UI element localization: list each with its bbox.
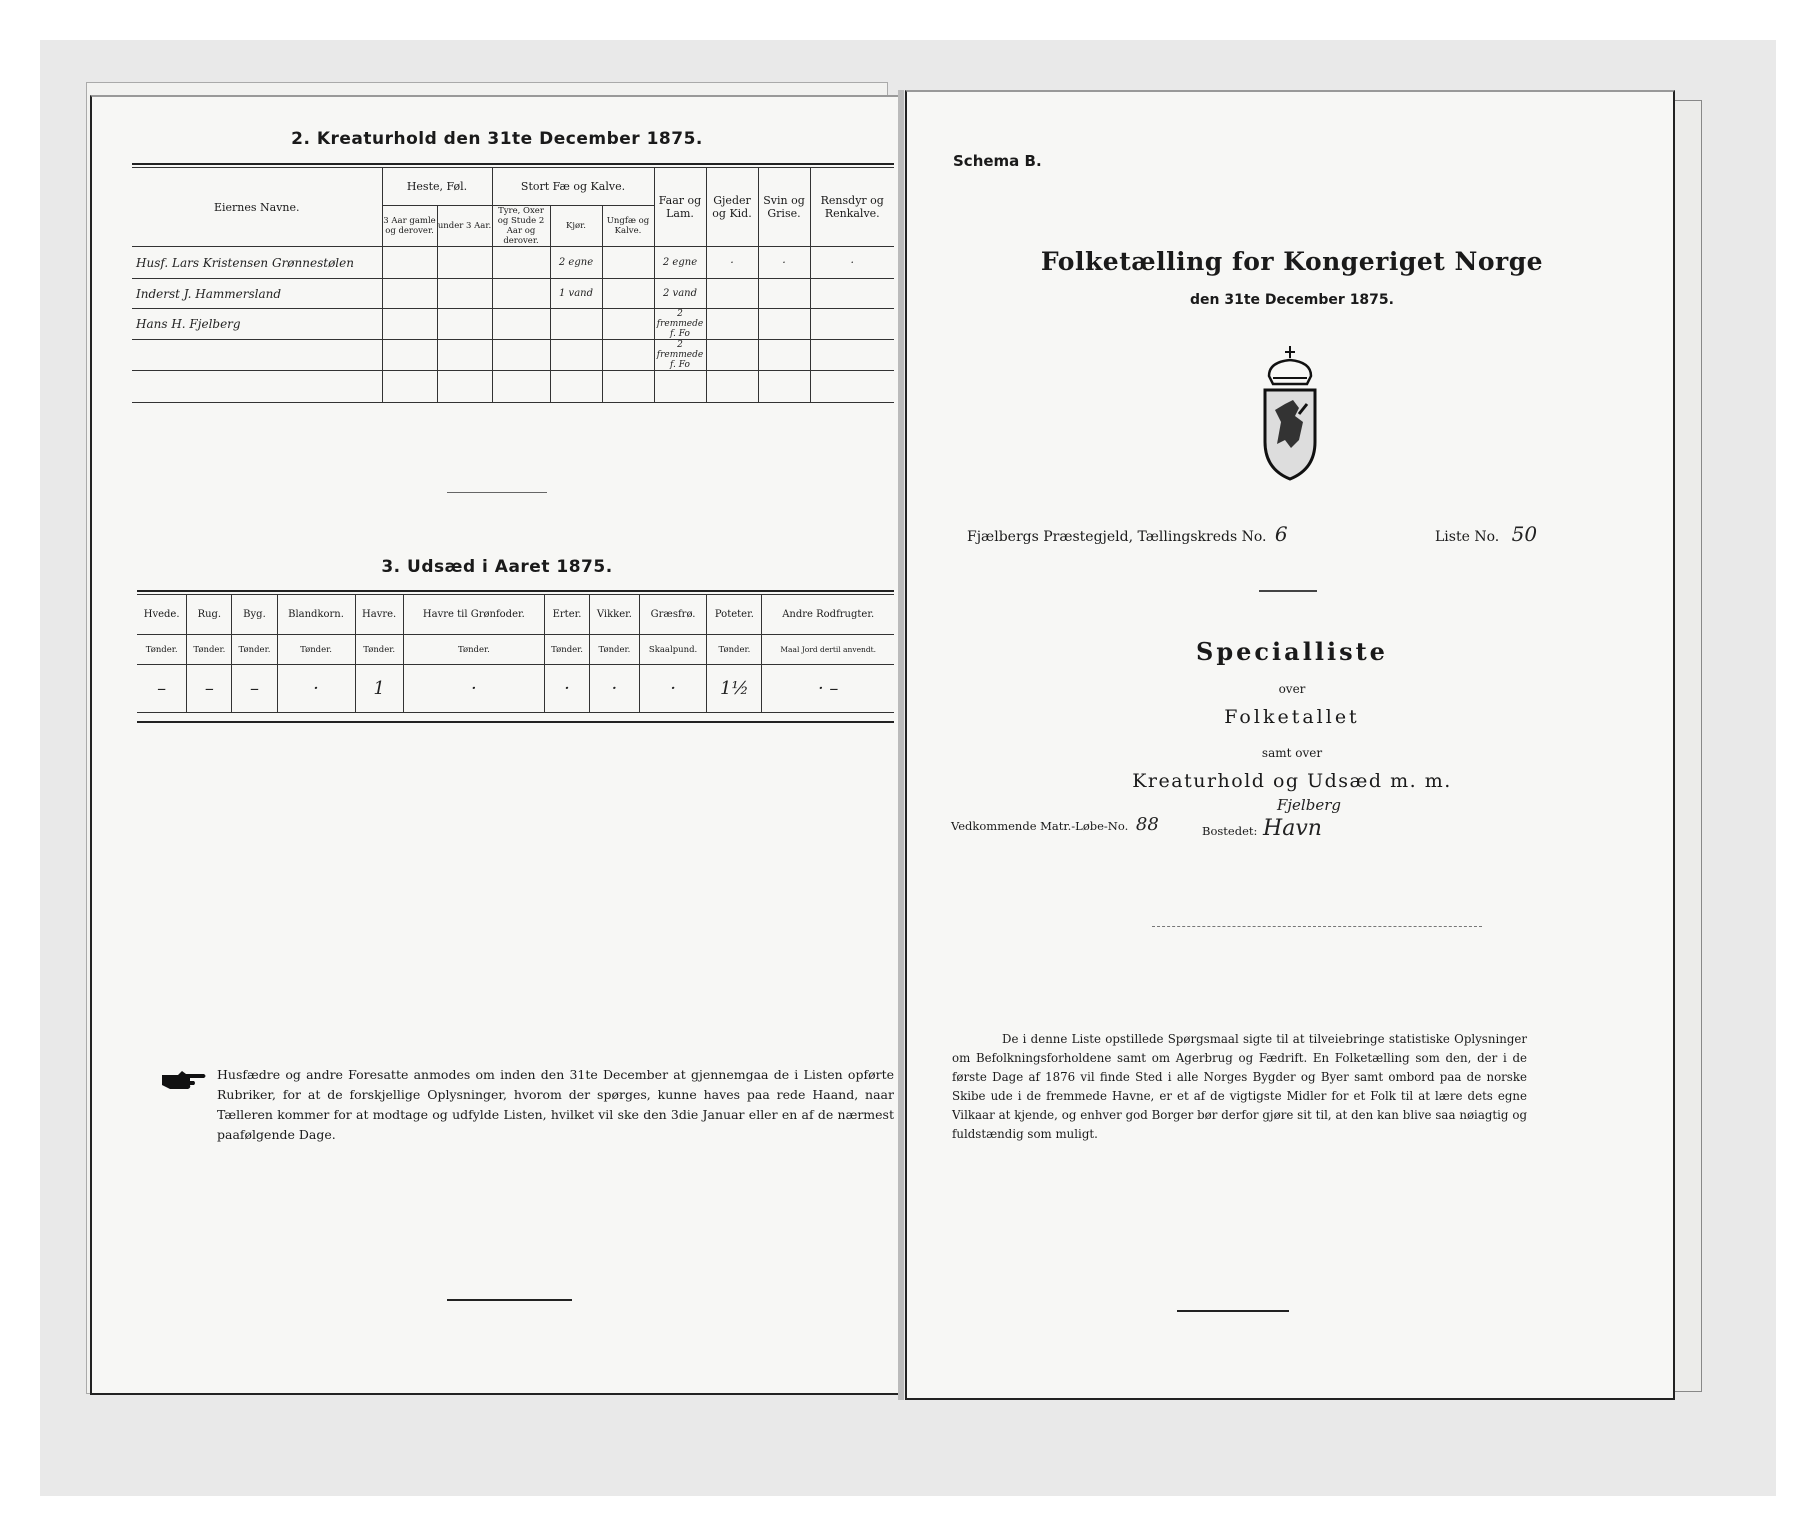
udsaed-header: Andre Rodfrugter. [762, 595, 894, 635]
bostedet-label: Bostedet: [1202, 824, 1258, 838]
udsaed-header: Vikker. [590, 595, 640, 635]
bostedet-line [1202, 816, 1322, 841]
udsaed-header: Havre til Grønfoder. [403, 595, 544, 635]
coat-of-arms-icon [1255, 344, 1325, 484]
census-title: Folketælling for Kongeriget Norge [1040, 247, 1544, 276]
divider [1177, 1310, 1289, 1312]
divider [137, 590, 894, 592]
udsaed-header: Byg. [232, 595, 277, 635]
col-faar: Faar og Lam. [654, 168, 706, 247]
sub-tyre: Tyre, Oxer og Stude 2 Aar og derover. [492, 206, 550, 247]
divider [447, 1299, 572, 1301]
kjor-cell: 2 egne [550, 247, 602, 279]
udsaed-value: · [590, 665, 640, 713]
udsaed-value: 1 [355, 665, 403, 713]
table-row [132, 279, 894, 309]
udsaed-value: · – [762, 665, 894, 713]
svin-cell: · [758, 247, 810, 279]
matr-label: Vedkommende Matr.-Løbe-No. [951, 819, 1129, 833]
kreaturhold-title: 2. Kreaturhold den 31te December 1875. [291, 129, 703, 149]
prestegjeld-line [967, 522, 1288, 546]
udsaed-unit: Skaalpund. [639, 635, 707, 665]
udsaed-unit: Tønder. [590, 635, 640, 665]
owner-name: Husf. Lars Kristensen Grønnestølen [132, 247, 382, 279]
divider [137, 721, 894, 723]
faar-cell: 2 fremmede f. Fo [654, 340, 706, 371]
udsaed-value: · [544, 665, 589, 713]
bostedet-value: Havn [1263, 816, 1322, 841]
udsaed-value: · [639, 665, 707, 713]
udsaed-unit: Tønder. [403, 635, 544, 665]
udsaed-unit: Tønder. [544, 635, 589, 665]
liste-label: Liste No. [1435, 529, 1500, 545]
group-stort-fae: Stort Fæ og Kalve. [492, 168, 654, 206]
right-page [905, 90, 1675, 1400]
specialliste-title: Specialliste [1196, 637, 1388, 666]
table-row [132, 247, 894, 279]
udsaed-value: – [187, 665, 232, 713]
udsaed-header: Erter. [544, 595, 589, 635]
udsaed-header: Græsfrø. [639, 595, 707, 635]
faar-cell: 2 vand [654, 279, 706, 309]
table-row [137, 665, 894, 713]
faar-cell: 2 fremmede f. Fo [654, 309, 706, 340]
udsaed-unit: Tønder. [355, 635, 403, 665]
udsaed-value: 1½ [707, 665, 762, 713]
col-svin: Svin og Grise. [758, 168, 810, 247]
sub-heste-3aar: 3 Aar gamle og derover. [382, 206, 437, 247]
left-page [90, 95, 900, 1395]
schema-label: Schema B. [953, 152, 1042, 170]
matr-number: 88 [1135, 814, 1159, 835]
matr-line [951, 814, 1159, 835]
udsaed-header: Rug. [187, 595, 232, 635]
liste-number: 50 [1511, 522, 1538, 546]
udsaed-unit: Tønder. [232, 635, 277, 665]
notice-text: Husfædre og andre Foresatte anmodes om inden den 31te December at gjennemgaa de i Listen opførte Rubriker, for at de forskjellige Oplysninger, hvorom der spørges, kunne haves paa rede Haand, naar Tælleren kommer for at modtage og udfylde Listen, hvilket vil ske den 3die Januar eller en af de nærmest paafølgende Dage. [217, 1067, 894, 1142]
bostedet-extra: Fjelberg [1277, 796, 1341, 814]
kreds-number: 6 [1274, 522, 1288, 546]
kjor-cell: 1 vand [550, 279, 602, 309]
over-text: over [1278, 682, 1306, 696]
sub-kjor: Kjør. [550, 206, 602, 247]
kreaturhold-table [132, 167, 894, 403]
owner-name: Inderst J. Hammersland [132, 279, 382, 309]
rens-cell: · [810, 247, 894, 279]
prestegjeld-label: Fjælbergs Præstegjeld, Tællingskreds No. [967, 529, 1267, 545]
udsaed-header: Poteter. [707, 595, 762, 635]
udsaed-table [137, 594, 894, 713]
liste-line [1435, 522, 1537, 546]
sub-heste-under: under 3 Aar. [437, 206, 492, 247]
divider [447, 492, 547, 493]
gjeder-cell: · [706, 247, 758, 279]
page-fold [898, 90, 904, 1400]
udsaed-unit: Tønder. [137, 635, 187, 665]
divider [132, 163, 894, 165]
udsaed-header: Havre. [355, 595, 403, 635]
census-date: den 31te December 1875. [1190, 292, 1394, 308]
divider [1259, 590, 1317, 592]
udsaed-header: Blandkorn. [277, 595, 355, 635]
udsaed-unit: Tønder. [187, 635, 232, 665]
udsaed-title: 3. Udsæd i Aaret 1875. [381, 557, 613, 577]
divider [1152, 926, 1482, 927]
col-gjeder: Gjeder og Kid. [706, 168, 758, 247]
owner-name [132, 340, 382, 371]
udsaed-value: · [403, 665, 544, 713]
table-row [132, 309, 894, 340]
sub-ungfae: Ungfæ og Kalve. [602, 206, 654, 247]
udsaed-unit: Maal Jord dertil anvendt. [762, 635, 894, 665]
explanatory-paragraph: De i denne Liste opstillede Spørgsmaal sigte til at tilveiebringe statistiske Oplysninger om Befolkningsforholdene samt om Agerbrug og Fædrift. En Folketælling som den, der i de første Dage af 1876 vil finde Sted i alle Norges Bygder og Byer samt ombord paa de norske Skibe ude i de fremmede Havne, er et af de vigtigste Midler for et Folk til at lære dets egne Vilkaar at kjende, og enhver god Borger bør derfor gjøre sit til, at den kan blive saa nøiagtig og fuldstændig som muligt. [952, 1032, 1527, 1141]
col-owner: Eiernes Navne. [132, 168, 382, 247]
udsaed-unit: Tønder. [707, 635, 762, 665]
table-row [132, 340, 894, 371]
udsaed-unit: Tønder. [277, 635, 355, 665]
udsaed-value: – [137, 665, 187, 713]
udsaed-value: – [232, 665, 277, 713]
col-rensdyr: Rensdyr og Renkalve. [810, 168, 894, 247]
group-heste: Heste, Føl. [382, 168, 492, 206]
folketallet-text: Folketallet [1224, 706, 1360, 728]
udsaed-value: · [277, 665, 355, 713]
pointing-hand-icon [160, 1069, 208, 1091]
udsaed-header: Hvede. [137, 595, 187, 635]
kreaturhold-heading: Kreaturhold og Udsæd m. m. [1132, 770, 1452, 792]
samt-over-text: samt over [1261, 746, 1323, 760]
faar-cell: 2 egne [654, 247, 706, 279]
owner-name: Hans H. Fjelberg [132, 309, 382, 340]
